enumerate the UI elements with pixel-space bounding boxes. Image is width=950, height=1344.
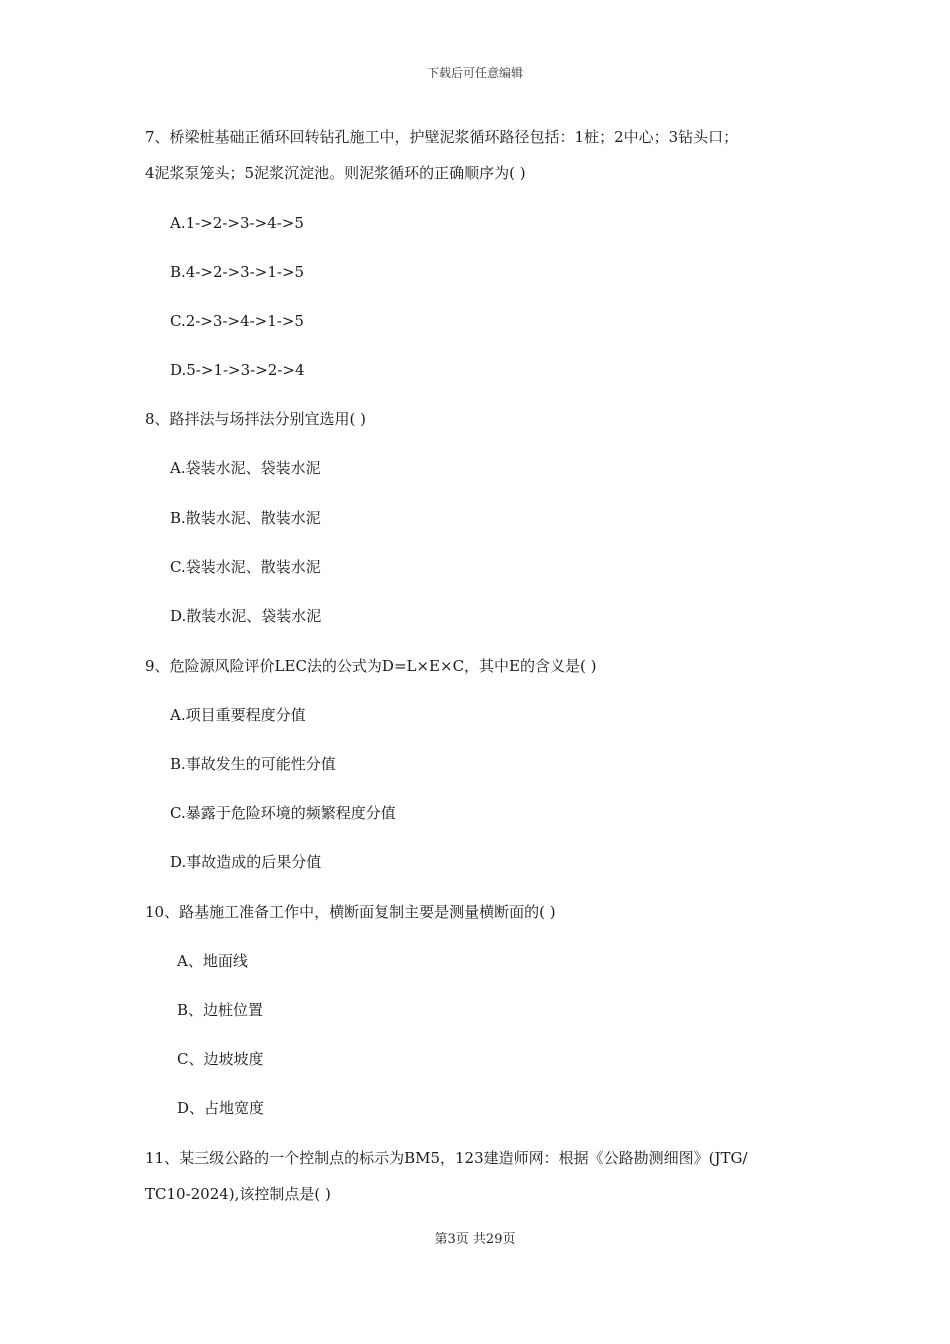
question-8-option-a: A.袋装水泥、袋装水泥: [170, 459, 321, 477]
question-8-option-c: C.袋装水泥、散装水泥: [170, 558, 321, 576]
question-9-option-d: D.事故造成的后果分值: [170, 853, 322, 871]
question-7-line-1: 7、桥梁桩基础正循环回转钻孔施工中，护壁泥浆循环路径包括：1桩；2中心；3钻头口；: [145, 128, 739, 146]
question-7-option-b: B.4->2->3->1->5: [170, 263, 305, 281]
question-7-option-a: A.1->2->3->4->5: [170, 214, 304, 232]
question-8-line-1: 8、路拌法与场拌法分别宜选用( ): [145, 410, 367, 428]
question-9-option-c: C.暴露于危险环境的频繁程度分值: [170, 804, 396, 822]
question-10-option-b: B、边桩位置: [177, 1001, 264, 1019]
question-9-line-1: 9、危险源风险评价LEC法的公式为D=L×E×C，其中E的含义是( ): [145, 657, 597, 675]
page-number: 第3页 共29页: [434, 1232, 516, 1247]
question-9-option-b: B.事故发生的可能性分值: [170, 755, 336, 773]
question-10-option-c: C、边坡坡度: [177, 1050, 264, 1068]
question-10-option-d: D、占地宽度: [177, 1099, 265, 1117]
question-11-line-2: TC10-2024),该控制点是( ): [145, 1185, 331, 1203]
question-10-option-a: A、地面线: [177, 952, 248, 970]
question-7-option-d: D.5->1->3->2->4: [170, 361, 305, 379]
question-7-option-c: C.2->3->4->1->5: [170, 312, 304, 330]
question-8-option-d: D.散装水泥、袋装水泥: [170, 607, 322, 625]
question-10-line-1: 10、路基施工准备工作中，横断面复制主要是测量横断面的( ): [145, 903, 556, 921]
question-9-option-a: A.项目重要程度分值: [170, 706, 306, 724]
question-11-line-1: 11、某三级公路的一个控制点的标示为BM5，123建造师网：根据《公路勘测细图》(JTG/: [145, 1149, 748, 1167]
question-7-line-2: 4泥浆泵笼头；5泥浆沉淀池。则泥浆循环的正确顺序为( ): [145, 164, 526, 182]
question-8-option-b: B.散装水泥、散装水泥: [170, 509, 321, 527]
page-header: 下载后可任意编辑: [426, 66, 523, 80]
